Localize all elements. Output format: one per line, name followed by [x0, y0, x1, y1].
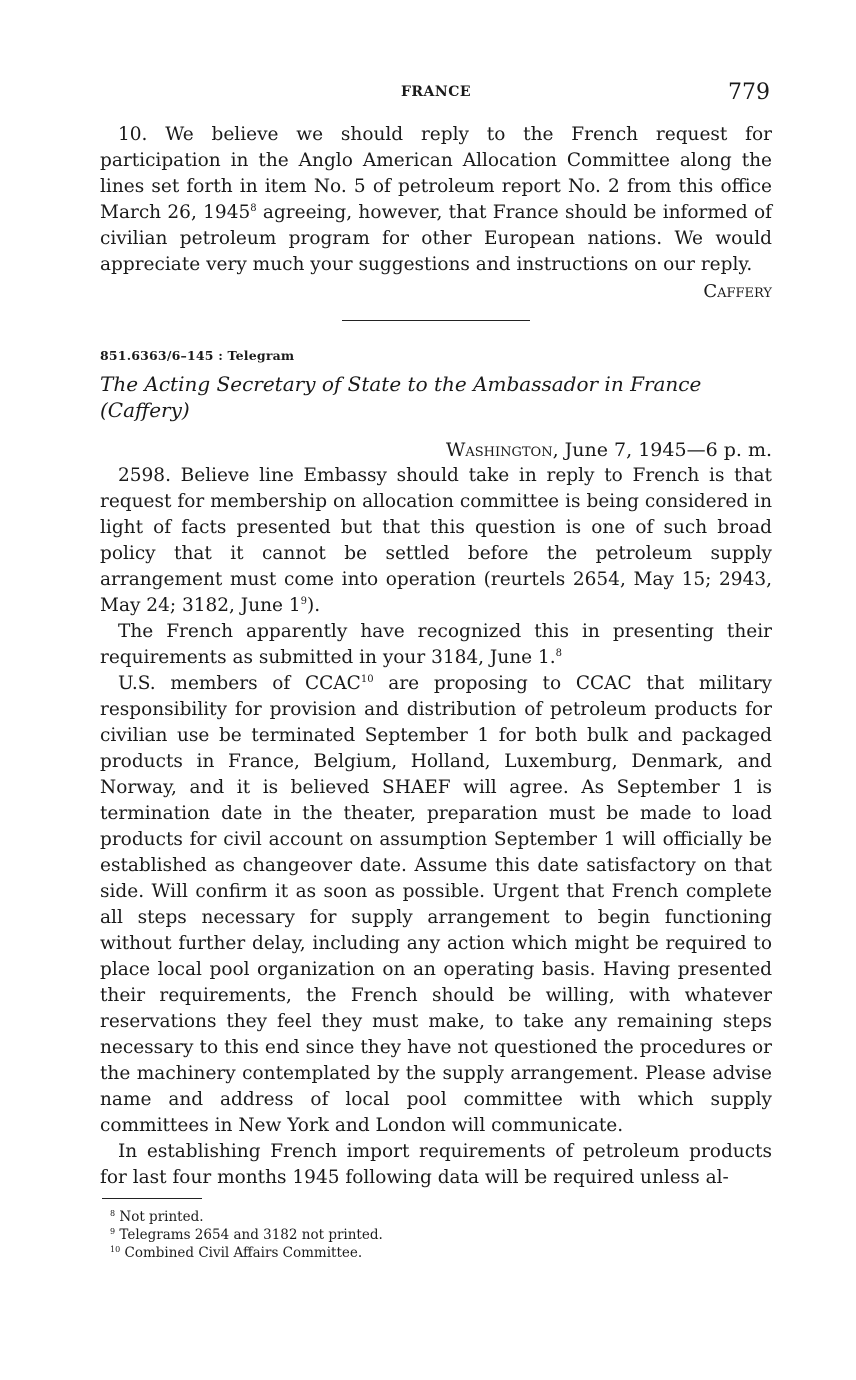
footnote-text: Not printed.: [119, 1209, 204, 1225]
footnotes: [110, 1208, 750, 1262]
telegram-paragraph-4: In establishing French import requirements of petroleum products for last four months 1945 following data will be required unless al-: [100, 1141, 772, 1188]
footnote-mark: 10: [110, 1245, 121, 1254]
footnote-mark: 9: [110, 1227, 116, 1236]
dateline-date: , June 7, 1945—6 p. m.: [552, 439, 772, 461]
page-number: 779: [728, 80, 770, 105]
footnote-text: Combined Civil Affairs Committee.: [124, 1245, 363, 1261]
footnote-text: Telegrams 2654 and 3182 not printed.: [119, 1227, 383, 1243]
paragraph-1-text-b: ).: [307, 595, 321, 616]
footnote-item: [110, 1244, 750, 1262]
telegram-paragraph-1: [100, 463, 772, 619]
footnote-item: [110, 1208, 750, 1226]
dateline: [100, 437, 772, 463]
paragraph-2-text: The French apparently have recognized this in presenting their requirements as submitted in your 3184, June 1.: [100, 621, 772, 668]
continuation-text-a: 10. We believe we should reply to the French request for participation in the Anglo American Allocation Committee along the lines set forth in item No. 5 of petroleum report No. 2 from this office March 26, 1945: [100, 124, 772, 223]
footnote-item: [110, 1226, 750, 1244]
footnote-mark: 8: [110, 1209, 116, 1218]
dateline-place: Washington: [445, 439, 553, 461]
file-number: 851.6363/6–145 : Telegram: [100, 348, 295, 363]
footnote-ref-9: 9: [300, 596, 308, 607]
footnote-divider: [102, 1198, 202, 1199]
continuation-text-b: agreeing, however, that France should be informed of civilian petroleum program for other European nations. We would appreciate very much your suggestions and instructions on our reply.: [100, 202, 772, 275]
signature: Caffery: [703, 281, 772, 302]
page-body: [100, 122, 772, 1191]
continuation-paragraph: [100, 122, 772, 278]
footnote-ref-8-second: 8: [555, 648, 563, 659]
telegram-paragraph-2: [100, 619, 772, 671]
paragraph-3-text-b: are proposing to CCAC that military responsibility for provision and distribution of petroleum products for civilian use be terminated September 1 for both bulk and packaged products in France, Belgium, Holland, Luxemburg, Denmark, and Norway, and it is believed SHAEF will agree. As September 1 is termination date in the theater, preparation must be made to load products for civil account on assumption September 1 will officially be established as changeover date. Assume this date satisfactory on that side. Will confirm it as soon as possible. Urgent that French complete all steps necessary for supply arrangement to begin functioning without further delay, including any action which might be required to place local pool organization on an operating basis. Having presented their requirements, the French should be willing, with whatever reservations they feel they must make, to take any remaining steps necessary to this end since they have not questioned the procedures or the machinery contemplated by the supply arrangement. Please advise name and address of local pool committee with which supply committees in New York and London will communicate.: [100, 673, 772, 1136]
running-head-title: FRANCE: [400, 84, 472, 100]
footnote-ref-8: 8: [250, 203, 257, 214]
section-divider: [342, 320, 530, 321]
telegram-paragraph-3: [100, 671, 772, 1139]
running-head: [100, 80, 772, 108]
document-heading: The Acting Secretary of State to the Ambassador in France (Caffery): [100, 372, 702, 422]
paragraph-1-text-a: 2598. Believe line Embassy should take in reply to French is that request for membership on allocation committee is being considered in light of facts presented but that this question is one of such broad policy that it cannot be settled before the petroleum supply arrangement must come into operation (reurtels 2654, May 15; 2943, May 24; 3182, June 1: [100, 465, 772, 616]
footnote-ref-10: 10: [360, 674, 374, 685]
paragraph-3-text-a: U.S. members of CCAC: [118, 673, 361, 694]
